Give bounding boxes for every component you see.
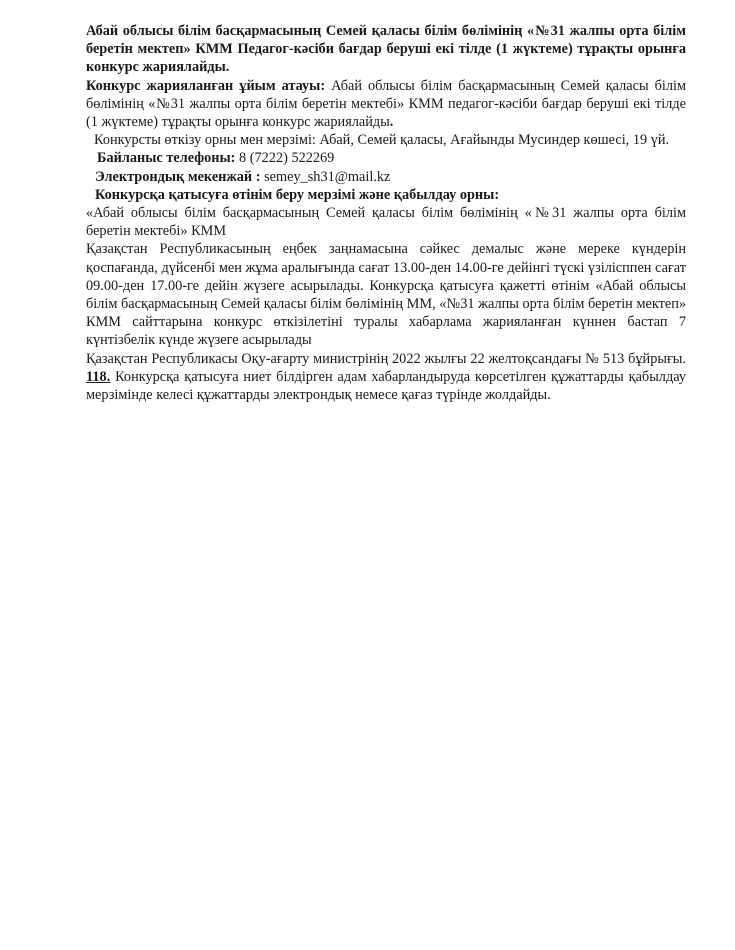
document-page (86, 22, 686, 404)
venue-line: Конкурсты өткізу орны мен мерзімі: Абай, Семей қаласы, Ағайынды Мусиндер көшесі, 19 үй. (94, 132, 670, 149)
announcement-heading: Абай облысы білім басқармасының Семей қаласы білім бөлімінің «№31 жалпы орта білім беретін мектеп» КММ Педагог-кәсіби бағдар беруші екі тілде (1 жүктеме) тұрақты орынға конкурс жариялайды. (86, 23, 686, 76)
order-paragraph (86, 350, 686, 405)
email-value: semey_sh31@mail.kz (260, 168, 391, 185)
order-item-number: 118. (86, 368, 111, 385)
organizer-label: Конкурс жарияланған ұйым атауы: (86, 77, 326, 94)
application-heading: Конкурсқа қатысуға өтінім беру мерзімі және қабылдау орны: (95, 186, 500, 203)
application-org: «Абай облысы білім басқармасының Семей қаласы білім бөлімінің «№31 жалпы орта білім беретін мектебі» КММ (86, 205, 686, 240)
schedule-paragraph: Қазақстан Республикасының еңбек заңнамасына сәйкес демалыс және мереке күндерін қоспағанда, дүйсенбі мен жұма аралығында сағат 13.00-ден 14.00-ге дейінгі түскі үзілісппен сағат 09.00-ден 17.00-ге дейін жүзеге асырылады. Конкурсқа қатысуға қажетті өтінім «Абай облысы білім басқармасының Семей қаласы білім бөлімінің ММ, «№31 жалпы орта білім беретін мектеп» КММ сайттарына конкурс өткізілетіні туралы хабарлама жарияланған күннен бастап 7 күнтізбелік күнде жүзеге асырылады (86, 241, 686, 349)
email-label: Электрондық мекенжай : (95, 168, 261, 185)
order-intro: Қазақстан Республикасы Оқу-ағарту министрінің 2022 жылғы 22 желтоқсандағы № 513 бұйрығы. (86, 350, 686, 367)
phone-value: 8 (7222) 522269 (235, 150, 335, 167)
organizer-end: . (389, 114, 394, 131)
email-line (86, 168, 686, 186)
order-text: Конкурсқа қатысуға ниет білдірген адам хабарландыруда көрсетілген құжаттарды қабылдау мерзімінде келесі құжаттарды электрондық немесе қағаз түрінде жолдайды. (86, 368, 686, 404)
organizer-paragraph (86, 77, 686, 132)
phone-line (86, 149, 686, 167)
organizer-text: Абай облысы білім басқармасының Семей қаласы білім бөлімінің «№31 жалпы орта білім беретін мектебі» КММ педагог-кәсіби бағдар беруші екі тілде (1 жүктеме) тұрақты орынға конкурс жариялайды (86, 77, 686, 131)
phone-label: Байланыс телефоны: (97, 150, 236, 167)
